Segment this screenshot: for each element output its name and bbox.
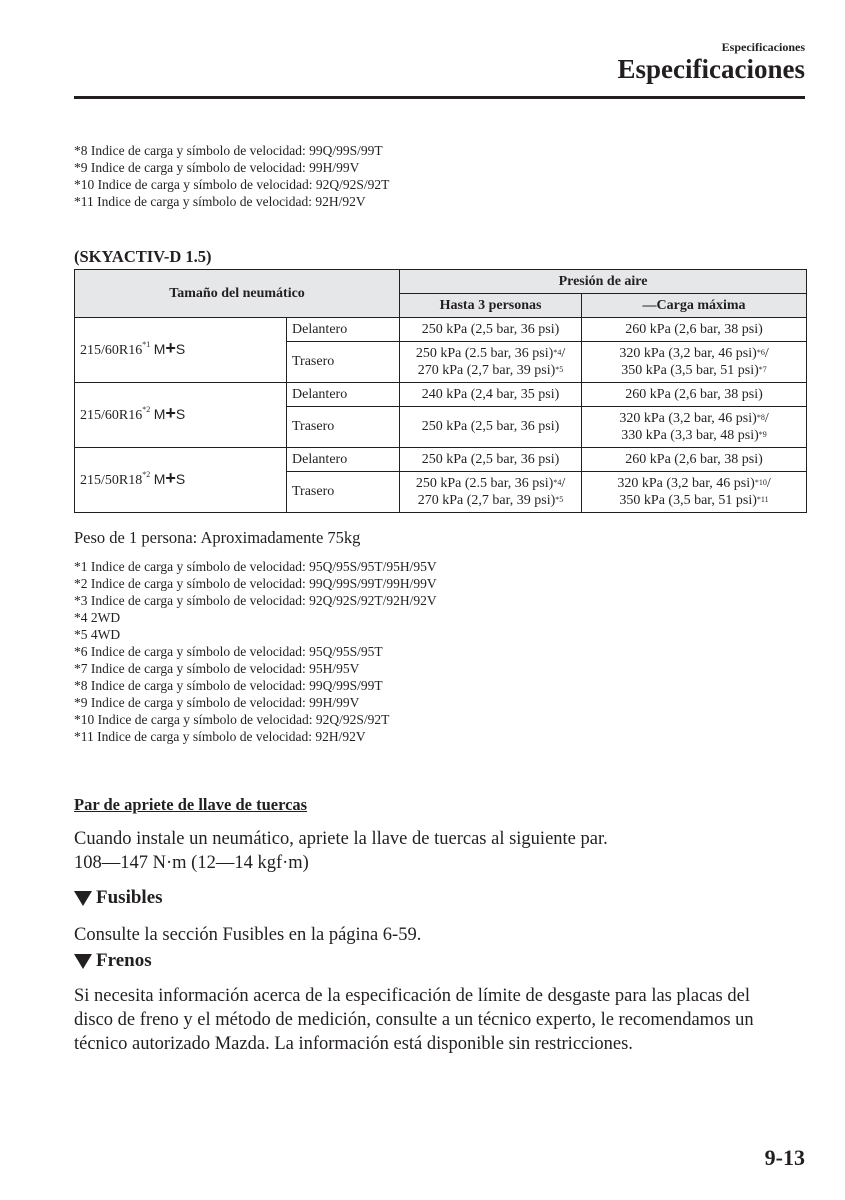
pressure-cell: 320 kPa (3,2 bar, 46 psi)$^{*8}$/ 330 kPa (3,3 bar, 48 psi)$^{*9}$ (582, 407, 807, 448)
pressure-cell: 320 kPa (3,2 bar, 46 psi)$^{*6}$/ 350 kPa (3,5 bar, 51 psi)$^{*7}$ (582, 342, 807, 383)
header-air-pressure: Presión de aire (400, 270, 807, 294)
header-max-load: —Carga máxima (582, 294, 807, 318)
torque-text: Cuando instale un neumático, apriete la llave de tuercas al siguiente par. 108—147 N·m (12—14 kgf·m) (74, 829, 608, 873)
footnote: *11 Indice de carga y símbolo de velocidad: 92H/92V (74, 194, 366, 209)
footnote: *8 Indice de carga y símbolo de velocidad: 99Q/99S/99T (74, 678, 383, 693)
tire-size-cell: 215/50R18$^{*2}$ M+S (75, 448, 287, 513)
footnote: *7 Indice de carga y símbolo de velocidad: 95H/95V (74, 661, 360, 676)
position-cell: Trasero (287, 342, 400, 383)
pressure-cell: 250 kPa (2,5 bar, 36 psi) (400, 448, 582, 472)
pressure-cell: 260 kPa (2,6 bar, 38 psi) (582, 383, 807, 407)
footnote: *6 Indice de carga y símbolo de velocidad: 95Q/95S/95T (74, 644, 383, 659)
tire-size-cell: 215/60R16$^{*2}$ M+S (75, 383, 287, 448)
header-rule (74, 96, 805, 99)
position-cell: Delantero (287, 383, 400, 407)
footnote: *11 Indice de carga y símbolo de velocidad: 92H/92V (74, 729, 366, 744)
header-up-to-3: Hasta 3 personas (400, 294, 582, 318)
tire-pressure-table (74, 269, 807, 513)
pressure-cell: 260 kPa (2,6 bar, 38 psi) (582, 448, 807, 472)
header-tire-size: Tamaño del neumático (75, 270, 400, 318)
page-number: 9-13 (764, 1145, 805, 1170)
mud-snow-mark: M+S (153, 403, 186, 423)
running-header: Especificaciones (721, 40, 805, 54)
footnote: *8 Indice de carga y símbolo de velocidad: 99Q/99S/99T (74, 143, 383, 158)
table-row (75, 383, 807, 407)
pressure-cell: 250 kPa (2,5 bar, 36 psi) (400, 407, 582, 448)
table-row (75, 448, 807, 472)
mud-snow-mark: M+S (153, 338, 186, 358)
pressure-cell: 260 kPa (2,6 bar, 38 psi) (582, 318, 807, 342)
footnote: *10 Indice de carga y símbolo de velocidad: 92Q/92S/92T (74, 177, 390, 192)
frenos-text: Si necesita información acerca de la especificación de límite de desgaste para las placas del disco de freno y el método de medición, consulte a un técnico experto, le recomendamos un técnico autorizado Mazda. La información está disponible sin restricciones. (74, 986, 754, 1054)
footnote: *5 4WD (74, 627, 121, 642)
fusibles-text: Consulte la sección Fusibles en la página 6-59. (74, 925, 422, 945)
footnote: *3 Indice de carga y símbolo de velocidad: 92Q/92S/92T/92H/92V (74, 593, 437, 608)
footnotes-top (74, 142, 389, 210)
pressure-cell: 320 kPa (3,2 bar, 46 psi)$^{*10}$/ 350 kPa (3,5 bar, 51 psi)$^{*11}$ (582, 472, 807, 513)
page-title: Especificaciones (617, 54, 805, 84)
position-cell: Delantero (287, 448, 400, 472)
triangle-bullet-icon (74, 954, 92, 969)
pressure-cell: 250 kPa (2,5 bar, 36 psi) (400, 318, 582, 342)
fusibles-heading: Fusibles (74, 887, 163, 909)
triangle-bullet-icon (74, 891, 92, 906)
frenos-heading: Frenos (74, 950, 152, 972)
position-cell: Delantero (287, 318, 400, 342)
section-label: (SKYACTIV-D 1.5) (74, 247, 212, 266)
position-cell: Trasero (287, 472, 400, 513)
footnote: *10 Indice de carga y símbolo de velocidad: 92Q/92S/92T (74, 712, 390, 727)
pressure-cell: 240 kPa (2,4 bar, 35 psi) (400, 383, 582, 407)
weight-note: Peso de 1 persona: Aproximadamente 75kg (74, 528, 361, 547)
tire-size-cell: 215/60R16$^{*1}$ M+S (75, 318, 287, 383)
table-row (75, 318, 807, 342)
pressure-cell: 250 kPa (2.5 bar, 36 psi)$^{*4}$/ 270 kPa (2,7 bar, 39 psi)$^{*5}$ (400, 472, 582, 513)
footnote: *2 Indice de carga y símbolo de velocidad: 99Q/99S/99T/99H/99V (74, 576, 437, 591)
footnote: *1 Indice de carga y símbolo de velocidad: 95Q/95S/95T/95H/95V (74, 559, 437, 574)
footnote: *4 2WD (74, 610, 121, 625)
torque-heading: Par de apriete de llave de tuercas (74, 795, 308, 814)
footnote: *9 Indice de carga y símbolo de velocidad: 99H/99V (74, 160, 360, 175)
mud-snow-mark: M+S (153, 468, 186, 488)
pressure-cell: 250 kPa (2.5 bar, 36 psi)$^{*4}$/ 270 kPa (2,7 bar, 39 psi)$^{*5}$ (400, 342, 582, 383)
position-cell: Trasero (287, 407, 400, 448)
footnote: *9 Indice de carga y símbolo de velocidad: 99H/99V (74, 695, 360, 710)
footnotes-bottom (74, 558, 437, 745)
